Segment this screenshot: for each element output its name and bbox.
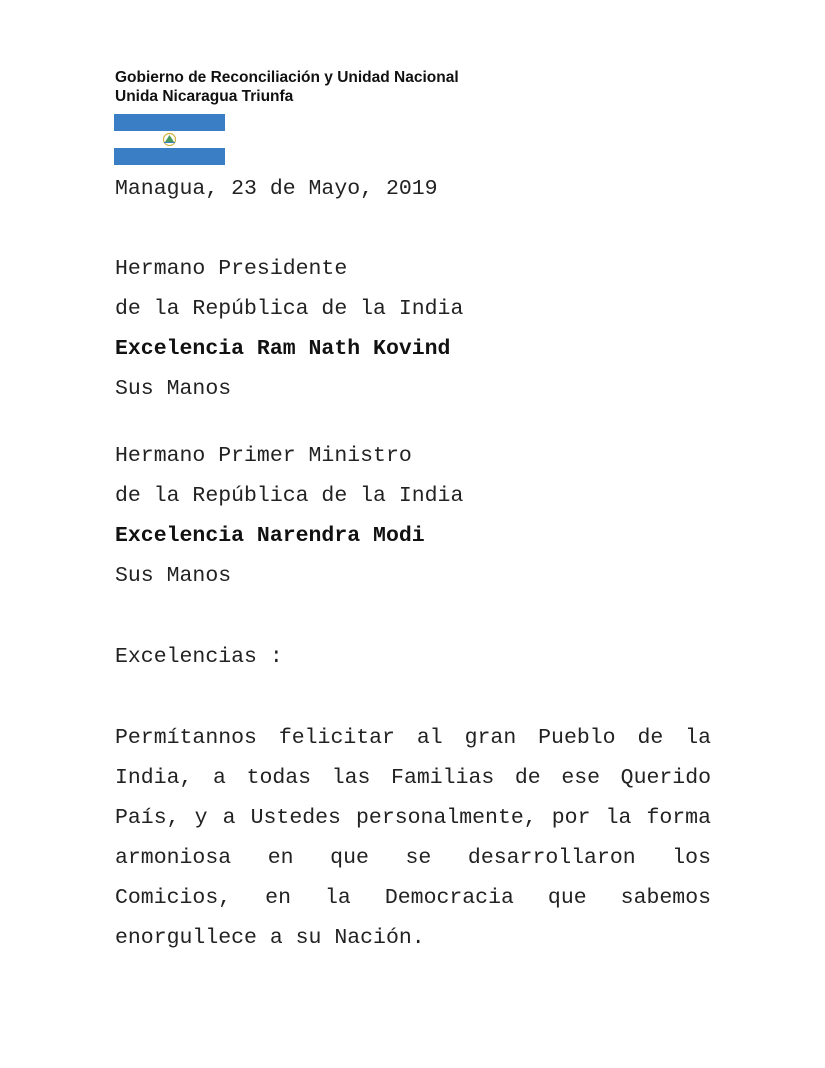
salutation: Excelencias : <box>115 645 283 669</box>
recipient2-country: de la República de la India <box>115 484 464 508</box>
recipient2-title: Hermano Primer Ministro <box>115 444 412 468</box>
recipient1-closing: Sus Manos <box>115 377 232 401</box>
date-line: Managua, 23 de Mayo, 2019 <box>115 177 438 201</box>
recipient2-name: Excelencia Narendra Modi <box>115 524 425 548</box>
letterhead-slogan: Unida Nicaragua Triunfa <box>115 88 294 105</box>
letterhead-government: Gobierno de Reconciliación y Unidad Nacional <box>115 69 459 86</box>
recipient2-closing: Sus Manos <box>115 564 232 588</box>
recipient1-name: Excelencia Ram Nath Kovind <box>115 337 451 361</box>
recipient1-country: de la República de la India <box>115 297 464 321</box>
letterhead <box>115 68 459 106</box>
recipient1-title: Hermano Presidente <box>115 257 348 281</box>
body-paragraph: Permítannos felicitar al gran Pueblo de la India, a todas las Familias de ese Querido País, y a Ustedes personalmente, por la forma armoniosa en que se desarrollaron los Comicios, en la Democracia que sabemos enorgullece a su Nación. <box>115 726 711 950</box>
nicaragua-flag-icon <box>114 114 225 165</box>
